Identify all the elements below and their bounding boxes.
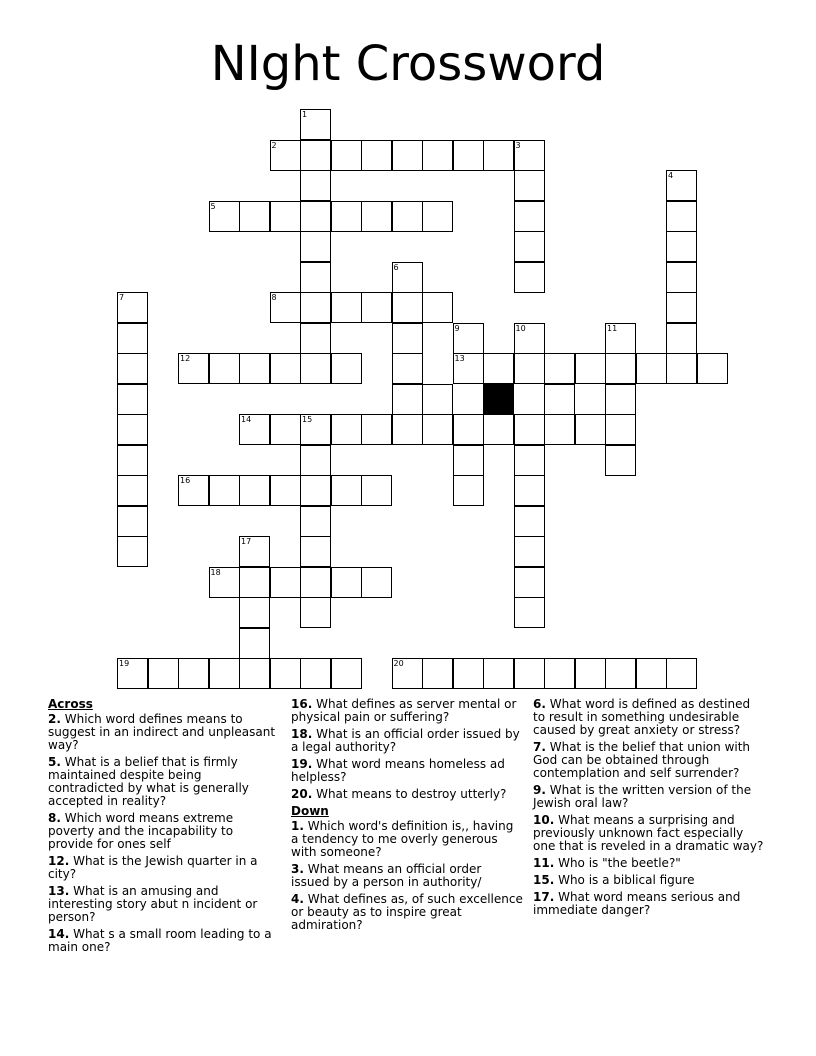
crossword-cell[interactable] <box>514 414 545 445</box>
across-clue <box>291 788 523 801</box>
crossword-cell[interactable] <box>666 262 697 293</box>
crossword-cell[interactable] <box>270 292 301 323</box>
crossword-cell[interactable] <box>239 475 270 506</box>
crossword-cell[interactable] <box>514 262 545 293</box>
crossword-cell[interactable] <box>209 567 240 598</box>
crossword-cell[interactable] <box>239 414 270 445</box>
crossword-cell[interactable] <box>392 262 423 293</box>
cell-number: 19 <box>119 659 130 668</box>
across-clue <box>48 713 280 752</box>
crossword-cell[interactable] <box>117 658 148 689</box>
crossword-cell[interactable] <box>514 170 545 201</box>
crossword-cell[interactable] <box>544 384 575 415</box>
crossword-cell[interactable] <box>453 658 484 689</box>
crossword-cell[interactable] <box>483 140 514 171</box>
crossword-cell[interactable] <box>117 536 148 567</box>
cell-number: 3 <box>515 140 521 150</box>
crossword-cell[interactable] <box>300 323 331 354</box>
crossword-cell[interactable] <box>697 353 728 384</box>
crossword-cell[interactable] <box>453 353 484 384</box>
clues-column-3 <box>533 698 765 921</box>
crossword-cell[interactable] <box>514 536 545 567</box>
clue-number: 6. <box>533 697 546 711</box>
cell-number: 15 <box>302 415 313 424</box>
crossword-cell[interactable] <box>300 658 331 689</box>
clue-number: 14. <box>48 927 70 941</box>
crossword-cell[interactable] <box>514 323 545 354</box>
clue-text: What means to destroy utterly? <box>312 787 507 801</box>
crossword-cell[interactable] <box>270 658 301 689</box>
crossword-cell[interactable] <box>117 475 148 506</box>
clue-text: What is a belief that is firmly maintained despite being contradicted by what is generally accepted in reality? <box>48 755 249 808</box>
crossword-cell[interactable] <box>453 323 484 354</box>
crossword-cell[interactable] <box>544 353 575 384</box>
across-clue <box>48 756 280 808</box>
cell-number: 18 <box>210 567 221 577</box>
down-clue <box>533 814 765 853</box>
across-heading: Across <box>48 697 93 711</box>
clue-text: What word means serious and immediate danger? <box>533 890 741 917</box>
crossword-cell[interactable] <box>422 292 453 323</box>
crossword-cell[interactable] <box>300 231 331 262</box>
clue-number: 7. <box>533 740 546 754</box>
cell-number: 7 <box>119 293 125 302</box>
crossword-cell[interactable] <box>270 201 301 232</box>
clue-text: What is the written version of the Jewish oral law? <box>533 783 752 810</box>
crossword-cell[interactable] <box>270 353 301 384</box>
crossword-cell[interactable] <box>483 658 514 689</box>
down-clue <box>291 863 523 889</box>
crossword-cell[interactable] <box>453 475 484 506</box>
down-clue <box>533 891 765 917</box>
down-clue <box>533 874 765 887</box>
cell-number: 9 <box>454 323 460 333</box>
clue-text: What is the belief that union with God can be obtained through contemplation and self surrender? <box>533 740 751 780</box>
crossword-cell[interactable] <box>483 414 514 445</box>
clue-number: 13. <box>48 884 70 898</box>
cell-number: 10 <box>515 323 526 333</box>
crossword-cell[interactable] <box>270 140 301 171</box>
crossword-cell[interactable] <box>666 170 697 201</box>
crossword-cell[interactable] <box>117 384 148 415</box>
page-title: NIght Crossword <box>210 36 606 92</box>
across-clue <box>291 758 523 784</box>
crossword-cell[interactable] <box>392 384 423 415</box>
crossword-cell[interactable] <box>117 323 148 354</box>
crossword-cell[interactable] <box>300 414 331 445</box>
crossword-cell[interactable] <box>605 658 636 689</box>
crossword-cell[interactable] <box>605 445 636 476</box>
clue-number: 19. <box>291 757 313 771</box>
crossword-cell[interactable] <box>483 353 514 384</box>
clue-number: 12. <box>48 854 70 868</box>
crossword-cell[interactable] <box>331 201 362 232</box>
crossword-cell[interactable] <box>209 353 240 384</box>
cell-number: 8 <box>271 293 277 302</box>
crossword-cell[interactable] <box>514 506 545 537</box>
crossword-cell[interactable] <box>239 353 270 384</box>
crossword-cell[interactable] <box>300 536 331 567</box>
clue-number: 4. <box>291 892 304 906</box>
down-clue <box>291 820 523 859</box>
crossword-cell[interactable] <box>331 475 362 506</box>
clue-text: What defines as server mental or physical pain or suffering? <box>291 697 517 724</box>
crossword-cell[interactable] <box>605 414 636 445</box>
crossword-cell[interactable] <box>422 384 453 415</box>
crossword-cell[interactable] <box>544 414 575 445</box>
clue-number: 15. <box>533 873 555 887</box>
crossword-cell[interactable] <box>392 201 423 232</box>
crossword-cell[interactable] <box>331 658 362 689</box>
clue-text: Which word defines means to suggest in an indirect and unpleasant way? <box>48 712 276 752</box>
clue-text: What is an official order issued by a legal authority? <box>291 727 520 754</box>
cell-number: 11 <box>607 323 618 333</box>
crossword-cell[interactable] <box>575 414 606 445</box>
crossword-cell[interactable] <box>422 140 453 171</box>
crossword-cell[interactable] <box>605 353 636 384</box>
crossword-cell[interactable] <box>514 475 545 506</box>
clue-text: Who is "the beetle?" <box>554 856 681 870</box>
down-heading: Down <box>291 804 329 818</box>
crossword-cell[interactable] <box>117 353 148 384</box>
crossword-cell[interactable] <box>117 445 148 476</box>
cell-number: 2 <box>271 140 277 150</box>
across-clue <box>48 855 280 881</box>
crossword-cell[interactable] <box>239 597 270 628</box>
crossword-cell[interactable] <box>422 201 453 232</box>
crossword-cell[interactable] <box>331 567 362 598</box>
crossword-cell[interactable] <box>392 414 423 445</box>
clue-text: What s a small room leading to a main one? <box>48 927 272 954</box>
crossword-cell[interactable] <box>270 567 301 598</box>
down-clue <box>533 857 765 870</box>
crossword-cell[interactable] <box>392 658 423 689</box>
crossword-cell[interactable] <box>300 597 331 628</box>
across-clue <box>291 728 523 754</box>
crossword-cell[interactable] <box>514 567 545 598</box>
clues-column-2 <box>291 698 523 936</box>
crossword-cell[interactable] <box>514 140 545 171</box>
across-clue <box>48 885 280 924</box>
crossword-cell[interactable] <box>270 475 301 506</box>
down-clue <box>533 698 765 737</box>
clue-number: 16. <box>291 697 313 711</box>
crossword-cell[interactable] <box>209 475 240 506</box>
crossword-cell[interactable] <box>270 414 301 445</box>
cell-number: 1 <box>302 110 308 119</box>
crossword-cell[interactable] <box>239 658 270 689</box>
crossword-cell[interactable] <box>239 536 270 567</box>
crossword-cell[interactable] <box>392 323 423 354</box>
crossword-cell[interactable] <box>178 658 209 689</box>
crossword-block-cell <box>483 384 514 415</box>
crossword-cell[interactable] <box>666 353 697 384</box>
crossword-cell[interactable] <box>361 475 392 506</box>
crossword-cell[interactable] <box>300 445 331 476</box>
crossword-cell[interactable] <box>300 567 331 598</box>
clue-number: 18. <box>291 727 313 741</box>
crossword-cell[interactable] <box>666 231 697 262</box>
crossword-cell[interactable] <box>331 140 362 171</box>
cell-number: 14 <box>241 415 252 424</box>
cell-number: 16 <box>180 476 191 485</box>
crossword-cell[interactable] <box>453 414 484 445</box>
cell-number: 17 <box>241 537 252 546</box>
crossword-cell[interactable] <box>300 140 331 171</box>
clue-number: 9. <box>533 783 546 797</box>
crossword-cell[interactable] <box>636 658 667 689</box>
clue-text: What means a surprising and previously unknown fact especially one that is reveled in a dramatic way? <box>533 813 764 853</box>
crossword-cell[interactable] <box>331 292 362 323</box>
clue-text: What is an amusing and interesting story abut n incident or person? <box>48 884 258 924</box>
crossword-cell[interactable] <box>239 628 270 659</box>
crossword-cell[interactable] <box>544 658 575 689</box>
crossword-cell[interactable] <box>300 262 331 293</box>
crossword-cell[interactable] <box>514 231 545 262</box>
crossword-cell[interactable] <box>392 292 423 323</box>
cell-number: 13 <box>454 354 465 363</box>
crossword-cell[interactable] <box>300 506 331 537</box>
clue-text: What is the Jewish quarter in a city? <box>48 854 258 881</box>
crossword-cell[interactable] <box>239 567 270 598</box>
across-clue <box>48 812 280 851</box>
crossword-cell[interactable] <box>636 353 667 384</box>
crossword-cell[interactable] <box>666 323 697 354</box>
down-clue <box>533 741 765 780</box>
clue-number: 10. <box>533 813 555 827</box>
crossword-cell[interactable] <box>422 414 453 445</box>
clue-text: Who is a biblical figure <box>554 873 695 887</box>
crossword-cell[interactable] <box>117 414 148 445</box>
crossword-cell[interactable] <box>666 292 697 323</box>
cell-number: 12 <box>180 354 191 363</box>
clues-column-1 <box>48 698 280 958</box>
cell-number: 20 <box>393 659 404 668</box>
clue-text: What word is defined as destined to result in something undesirable caused by great anxiety or stress? <box>533 697 751 737</box>
crossword-cell[interactable] <box>514 597 545 628</box>
clue-number: 5. <box>48 755 61 769</box>
crossword-cell[interactable] <box>178 475 209 506</box>
crossword-cell[interactable] <box>117 506 148 537</box>
clue-text: Which word's definition is,, having a tendency to me overly generous with someone? <box>291 819 514 859</box>
cell-number: 6 <box>393 262 399 272</box>
clue-number: 8. <box>48 811 61 825</box>
crossword-cell[interactable] <box>453 140 484 171</box>
crossword-cell[interactable] <box>605 323 636 354</box>
crossword-cell[interactable] <box>575 658 606 689</box>
crossword-cell[interactable] <box>361 567 392 598</box>
crossword-cell[interactable] <box>666 658 697 689</box>
crossword-cell[interactable] <box>514 353 545 384</box>
crossword-cell[interactable] <box>331 414 362 445</box>
crossword-cell[interactable] <box>300 109 331 140</box>
crossword-cell[interactable] <box>361 292 392 323</box>
crossword-cell[interactable] <box>117 292 148 323</box>
crossword-cell[interactable] <box>178 353 209 384</box>
clue-number: 11. <box>533 856 555 870</box>
crossword-cell[interactable] <box>422 658 453 689</box>
down-clue <box>533 784 765 810</box>
across-clue <box>291 698 523 724</box>
crossword-cell[interactable] <box>575 353 606 384</box>
crossword-cell[interactable] <box>331 353 362 384</box>
crossword-cell[interactable] <box>300 353 331 384</box>
crossword-cell[interactable] <box>514 201 545 232</box>
crossword-cell[interactable] <box>514 658 545 689</box>
crossword-cell[interactable] <box>239 201 270 232</box>
crossword-cell[interactable] <box>514 445 545 476</box>
crossword-cell[interactable] <box>209 658 240 689</box>
crossword-cell[interactable] <box>148 658 179 689</box>
crossword-cell[interactable] <box>300 170 331 201</box>
clue-text: What word means homeless ad helpless? <box>291 757 505 784</box>
crossword-cell[interactable] <box>300 201 331 232</box>
cell-number: 4 <box>668 171 674 180</box>
crossword-cell[interactable] <box>453 445 484 476</box>
clue-number: 3. <box>291 862 304 876</box>
crossword-cell[interactable] <box>300 292 331 323</box>
crossword-cell[interactable] <box>300 475 331 506</box>
crossword-cell[interactable] <box>605 384 636 415</box>
crossword-cell[interactable] <box>666 201 697 232</box>
clue-number: 17. <box>533 890 555 904</box>
crossword-cell[interactable] <box>209 201 240 232</box>
clue-text: What defines as, of such excellence or beauty as to inspire great admiration? <box>291 892 523 932</box>
cell-number: 5 <box>210 201 216 211</box>
clue-number: 2. <box>48 712 61 726</box>
crossword-cell[interactable] <box>392 353 423 384</box>
crossword-cell[interactable] <box>361 140 392 171</box>
down-clue <box>291 893 523 932</box>
crossword-cell[interactable] <box>361 201 392 232</box>
clue-text: Which word means extreme poverty and the incapability to provide for ones self <box>48 811 234 851</box>
crossword-cell[interactable] <box>361 414 392 445</box>
crossword-cell[interactable] <box>392 140 423 171</box>
across-clue <box>48 928 280 954</box>
clue-number: 1. <box>291 819 304 833</box>
clue-text: What means an official order issued by a person in authority/ <box>291 862 482 889</box>
clue-number: 20. <box>291 787 313 801</box>
